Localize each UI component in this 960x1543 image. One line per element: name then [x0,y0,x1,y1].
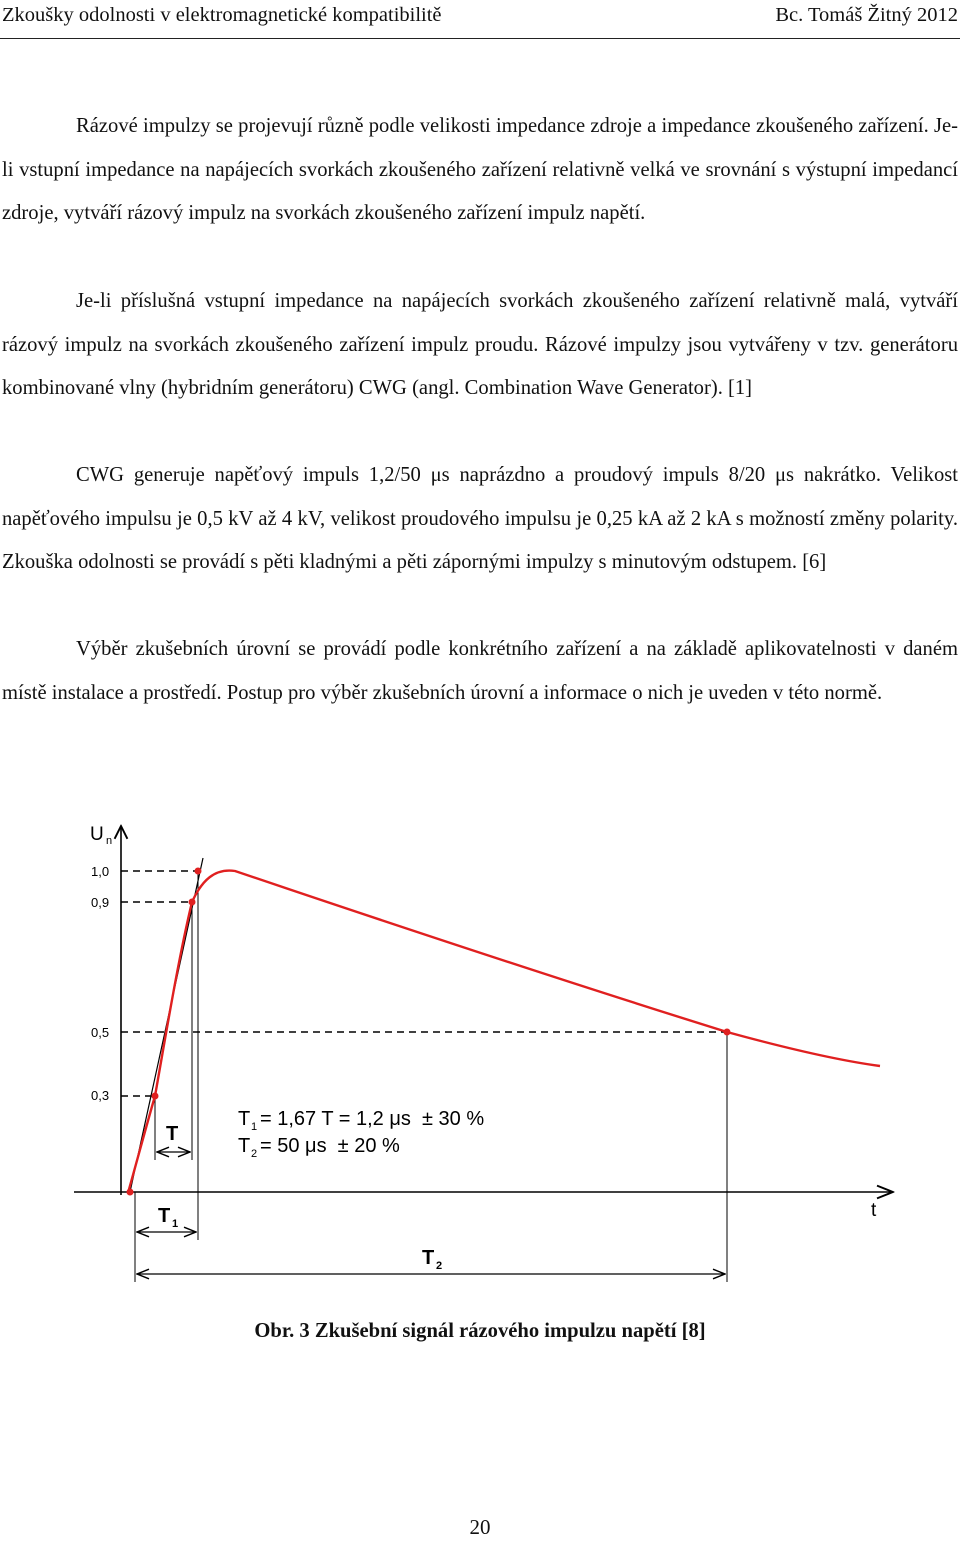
paragraph-4 [2,628,958,715]
label-T2-sub: 2 [436,1260,443,1272]
annotation-line-2: = 50 μs ± 20 % [260,1135,400,1157]
paragraph-2 [2,280,958,411]
page-number: 20 [469,1515,491,1539]
paragraph-1 [2,105,958,236]
label-T1: T [158,1205,171,1227]
y-tick-label: 0,5 [91,1025,110,1040]
point-0-3 [152,1093,159,1100]
page-header [0,2,960,39]
y-tick-label: 0,3 [91,1088,110,1103]
annotation-line-1: = 1,67 T = 1,2 μs ± 30 % [260,1108,485,1130]
paragraph-4-text: Výběr zkušebních úrovní se provádí podle konkrétního zařízení a na základě aplikovatelnosti v daném místě instalace a prostředí. Postup pro výběr zkušebních úrovní a informace o nich je uveden v této normě. [2,638,958,704]
y-axis-label: U [90,824,104,845]
header-title: Zkoušky odolnosti v elektromagnetické kompatibilitě [2,4,442,26]
annotation-line-2-sub: 2 [251,1148,258,1160]
paragraph-3-text: CWG generuje napěťový impuls 1,2/50 μs naprázdno a proudový impuls 8/20 μs nakrátko. Velikost napěťového impulsu je 0,5 kV až 4 kV, velikost proudového impulsu je 0,25 kA až 2 kA s možností změny polarity. Zkouška odolnosti se provádí s pěti kladnými a pěti zápornými impulzy s minutovým odstupem. [6] [2,464,958,573]
label-T: T [166,1123,179,1145]
point-0-9 [189,899,196,906]
paragraph-1-text: Rázové impulzy se projevují různě podle velikosti impedance zdroje a impedance zkoušeného zařízení. Je-li vstupní impedance na napájecích svorkách zkoušeného zařízení relativně velká ve srovnání s výstupní impedancí zdroje, vytváří rázový impulz na svorkách zkoušeného zařízení impulz napětí. [2,115,958,224]
impulse-chart [0,800,960,1310]
annotation-line-1-symbol: T [238,1108,251,1130]
x-axis-label: t [871,1200,877,1221]
annotation-line-1-sub: 1 [251,1121,258,1133]
figure-caption: Obr. 3 Zkušební signál rázového impulzu napětí [8] [254,1320,706,1342]
label-T1-sub: 1 [172,1218,179,1230]
y-axis-label-sub: n [106,835,113,847]
y-tick-label: 0,9 [91,895,110,910]
annotation-line-2-symbol: T [238,1135,251,1157]
point-start [127,1189,134,1196]
paragraph-3 [2,454,958,585]
paragraph-2-text: Je-li příslušná vstupní impedance na napájecích svorkách zkoušeného zařízení relativně malá, vytváří rázový impulz na svorkách zkoušeného zařízení impulz proudu. Rázové impulzy jsou vytvářeny v tzv. generátoru kombinované vlny (hybridním generátoru) CWG (angl. Combination Wave Generator). [1] [2,290,958,399]
label-T2: T [422,1247,435,1269]
header-author: Bc. Tomáš Žitný 2012 [775,4,958,26]
point-1-0 [195,868,202,875]
point-0-5-tail [724,1029,731,1036]
y-tick-label: 1,0 [91,864,110,879]
surge-impulse-figure [0,800,960,1310]
